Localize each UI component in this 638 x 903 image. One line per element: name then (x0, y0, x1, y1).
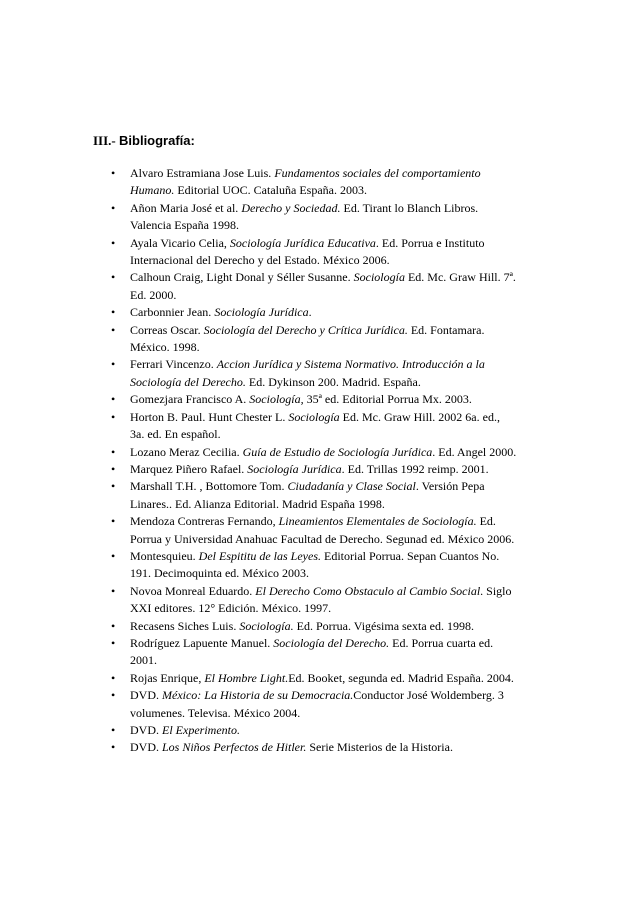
bibliography-entry (108, 739, 558, 756)
entry-text: Recasens Siches Luis. (130, 618, 240, 633)
entry-title-text: Derecho y Sociedad. (241, 200, 341, 215)
entry-text: Alvaro Estramiana Jose Luis. (130, 166, 275, 180)
bullet-icon: • (111, 305, 116, 320)
entry-text: Montesquieu. (130, 548, 199, 563)
bullet-icon: • (111, 740, 116, 755)
entry-line (130, 339, 558, 356)
entry-line (130, 356, 558, 373)
entry-line (130, 739, 558, 756)
entry-text: Rodríguez Lapuente Manuel. (130, 635, 274, 650)
entry-text: Ferrari Vincenzo. (130, 357, 217, 372)
entry-text: 2001. (130, 653, 157, 668)
entry-text: Ed. Dykinson 200. Madrid. España. (245, 374, 421, 389)
entry-title-text: El Experimento. (162, 723, 240, 737)
entry-title-text: Sociología (353, 270, 405, 285)
entry-title-text: Sociología Jurídica (214, 305, 309, 320)
bibliography-entry (108, 583, 558, 618)
entry-text: Carbonnier Jean. (130, 305, 215, 320)
entry-title-text: Accion Jurídica y Sistema Normativo. Introducción a la (216, 357, 485, 372)
bibliography-list (108, 165, 558, 757)
bibliography-entry (108, 548, 558, 583)
entry-text: Novoa Monreal Eduardo. (130, 583, 256, 598)
entry-text: Gomezjara Francisco A. (130, 392, 250, 407)
entry-title-text: México: La Historia de su Democracia. (162, 688, 354, 703)
bullet-icon: • (111, 479, 116, 494)
entry-title-text: Sociología (288, 409, 340, 424)
entry-text: . Ed. Trillas 1992 reimp. 2001. (341, 461, 489, 476)
bullet-icon: • (111, 723, 116, 737)
entry-text: Marquez Piñero Rafael. (130, 461, 248, 476)
entry-line (130, 670, 558, 687)
entry-text: DVD. (130, 740, 162, 755)
entry-text: Linares.. Ed. Alianza Editorial. Madrid España 1998. (130, 496, 385, 511)
entry-line (130, 722, 558, 739)
entry-title-text: El Derecho Como Obstaculo al Cambio Social (255, 583, 481, 598)
entry-text: Ed. Porrua cuarta ed. (389, 635, 494, 650)
entry-line (130, 478, 558, 495)
bullet-icon: • (111, 635, 116, 650)
entry-line (130, 252, 558, 269)
entry-title-text: Fundamentos sociales del comportamiento (274, 166, 481, 180)
entry-line (130, 687, 558, 704)
entry-title-text: Del Espititu de las Leyes. (198, 548, 321, 563)
entry-line (130, 200, 558, 217)
entry-text: 3a. ed. En español. (130, 427, 221, 442)
bibliography-entry (108, 461, 558, 478)
bibliography-entry (108, 200, 558, 235)
entry-line (130, 461, 558, 478)
section-heading (93, 133, 195, 149)
entry-text: Ed. Porrua. Vigésima sexta ed. 1998. (293, 618, 474, 633)
entry-text: Correas Oscar. (130, 322, 204, 337)
entry-text: Ed. Mc. Graw Hill. 7ª. (404, 270, 516, 285)
entry-line (130, 235, 558, 252)
bibliography-entry (108, 444, 558, 461)
entry-text: Horton B. Paul. Hunt Chester L. (130, 409, 289, 424)
bibliography-entry (108, 478, 558, 513)
entry-text: Ed. Tirant lo Blanch Libros. (340, 200, 479, 215)
bullet-icon: • (111, 461, 116, 476)
entry-text: 35ª ed. Editorial Porrua Mx. 2003. (303, 392, 472, 407)
bibliography-entry (108, 322, 558, 357)
entry-title-text: Sociología del Derecho y Crítica Jurídica. (203, 322, 408, 337)
entry-title-text: Sociología. (239, 618, 294, 633)
bullet-icon: • (111, 270, 116, 285)
entry-title-text: Humano. (130, 183, 175, 198)
entry-line (130, 635, 558, 652)
entry-line (130, 444, 558, 461)
entry-line (130, 426, 558, 443)
entry-title-text: Guía de Estudio de Sociología Jurídica (242, 444, 433, 459)
entry-title-text: Sociología Jurídica Educativa (229, 235, 376, 250)
entry-line (130, 217, 558, 234)
bibliography-entry (108, 409, 558, 444)
entry-text: Lozano Meraz Cecilia. (130, 444, 243, 459)
entry-line (130, 513, 558, 530)
bibliography-entry (108, 304, 558, 321)
entry-text: 191. Decimoquinta ed. México 2003. (130, 566, 309, 581)
bullet-icon: • (111, 357, 116, 372)
entry-text: Editorial Porrua. Sepan Cuantos No. (321, 548, 500, 563)
entry-line (130, 600, 558, 617)
entry-line (130, 182, 558, 199)
entry-line (130, 618, 558, 635)
entry-line (130, 531, 558, 548)
entry-line (130, 269, 558, 286)
entry-line (130, 374, 558, 391)
entry-title-text: Sociología, (249, 392, 304, 407)
entry-text: Ed. 2000. (130, 287, 177, 302)
entry-text: Rojas Enrique, (130, 670, 205, 685)
bibliography-entry (108, 235, 558, 270)
entry-text: Mendoza Contreras Fernando, (130, 514, 279, 529)
entry-line (130, 287, 558, 304)
entry-line (130, 322, 558, 339)
entry-text: . Versión Pepa (415, 479, 485, 494)
bibliography-entry (108, 165, 558, 200)
section-number: III.- (93, 133, 116, 148)
entry-text: México. 1998. (130, 340, 200, 355)
entry-text: Marshall T.H. , Bottomore Tom. (130, 479, 288, 494)
entry-line (130, 652, 558, 669)
entry-line (130, 165, 558, 182)
entry-text: Ed. Mc. Graw Hill. 2002 6a. ed., (339, 409, 500, 424)
entry-text: Conductor José Woldemberg. 3 (353, 688, 504, 703)
entry-text: Añon Maria José et al. (130, 200, 242, 215)
entry-text: Porrua y Universidad Anahuac Facultad de Derecho. Segunad ed. México 2006. (130, 531, 515, 546)
entry-title-text: Sociología del Derecho. (130, 374, 246, 389)
entry-text: Editorial UOC. Cataluña España. 2003. (174, 183, 367, 198)
bibliography-entry (108, 722, 558, 739)
bibliography-entry (108, 356, 558, 391)
entry-title-text: Sociología del Derecho. (273, 635, 390, 650)
section-title: Bibliografía: (119, 133, 195, 148)
bullet-icon: • (111, 548, 116, 563)
bullet-icon: • (111, 322, 116, 337)
bibliography-entry (108, 391, 558, 408)
entry-text: Internacional del Derecho y del Estado. México 2006. (130, 253, 390, 268)
bullet-icon: • (111, 409, 116, 424)
entry-text: Ed. Fontamara. (407, 322, 485, 337)
entry-line (130, 705, 558, 722)
entry-title-text: Sociología Jurídica (247, 461, 342, 476)
entry-text: Ed. (476, 514, 496, 529)
bullet-icon: • (111, 670, 116, 685)
entry-text: XXI editores. 12° Edición. México. 1997. (130, 601, 332, 616)
bullet-icon: • (111, 444, 116, 459)
bibliography-entry (108, 635, 558, 670)
bullet-icon: • (111, 688, 116, 703)
bullet-icon: • (111, 583, 116, 598)
entry-text: volumenes. Televisa. México 2004. (130, 705, 301, 720)
entry-text: Ayala Vicario Celia, (130, 235, 230, 250)
entry-text: DVD. (130, 723, 162, 737)
bullet-icon: • (111, 618, 116, 633)
entry-title-text: Ciudadanía y Clase Social (287, 479, 416, 494)
entry-title-text: El Hombre Light. (204, 670, 289, 685)
entry-line (130, 565, 558, 582)
entry-text: Ed. Booket, segunda ed. Madrid España. 2004. (288, 670, 514, 685)
bibliography-entry (108, 687, 558, 722)
bibliography-entry (108, 269, 558, 304)
entry-text: . Ed. Angel 2000. (432, 444, 517, 459)
entry-text: . Siglo (480, 583, 512, 598)
bullet-icon: • (111, 392, 116, 407)
entry-title-text: Los Niños Perfectos de Hitler. (162, 740, 307, 755)
entry-line (130, 391, 558, 408)
entry-line (130, 583, 558, 600)
bibliography-entry (108, 618, 558, 635)
bibliography-entry (108, 670, 558, 687)
entry-line (130, 409, 558, 426)
entry-line (130, 496, 558, 513)
entry-text: . (308, 305, 312, 320)
entry-text: DVD. (130, 688, 162, 703)
entry-text: Calhoun Craig, Light Donal y Séller Susanne. (130, 270, 354, 285)
bibliography-entry (108, 513, 558, 548)
entry-line (130, 548, 558, 565)
entry-line (130, 304, 558, 321)
bullet-icon: • (111, 166, 116, 180)
entry-title-text: Lineamientos Elementales de Sociología. (278, 514, 477, 529)
bullet-icon: • (111, 235, 116, 250)
entry-text: Valencia España 1998. (130, 218, 239, 233)
bullet-icon: • (111, 200, 116, 215)
entry-text: . Ed. Porrua e Instituto (375, 235, 485, 250)
bullet-icon: • (111, 514, 116, 529)
entry-text: Serie Misterios de la Historia. (306, 740, 453, 755)
